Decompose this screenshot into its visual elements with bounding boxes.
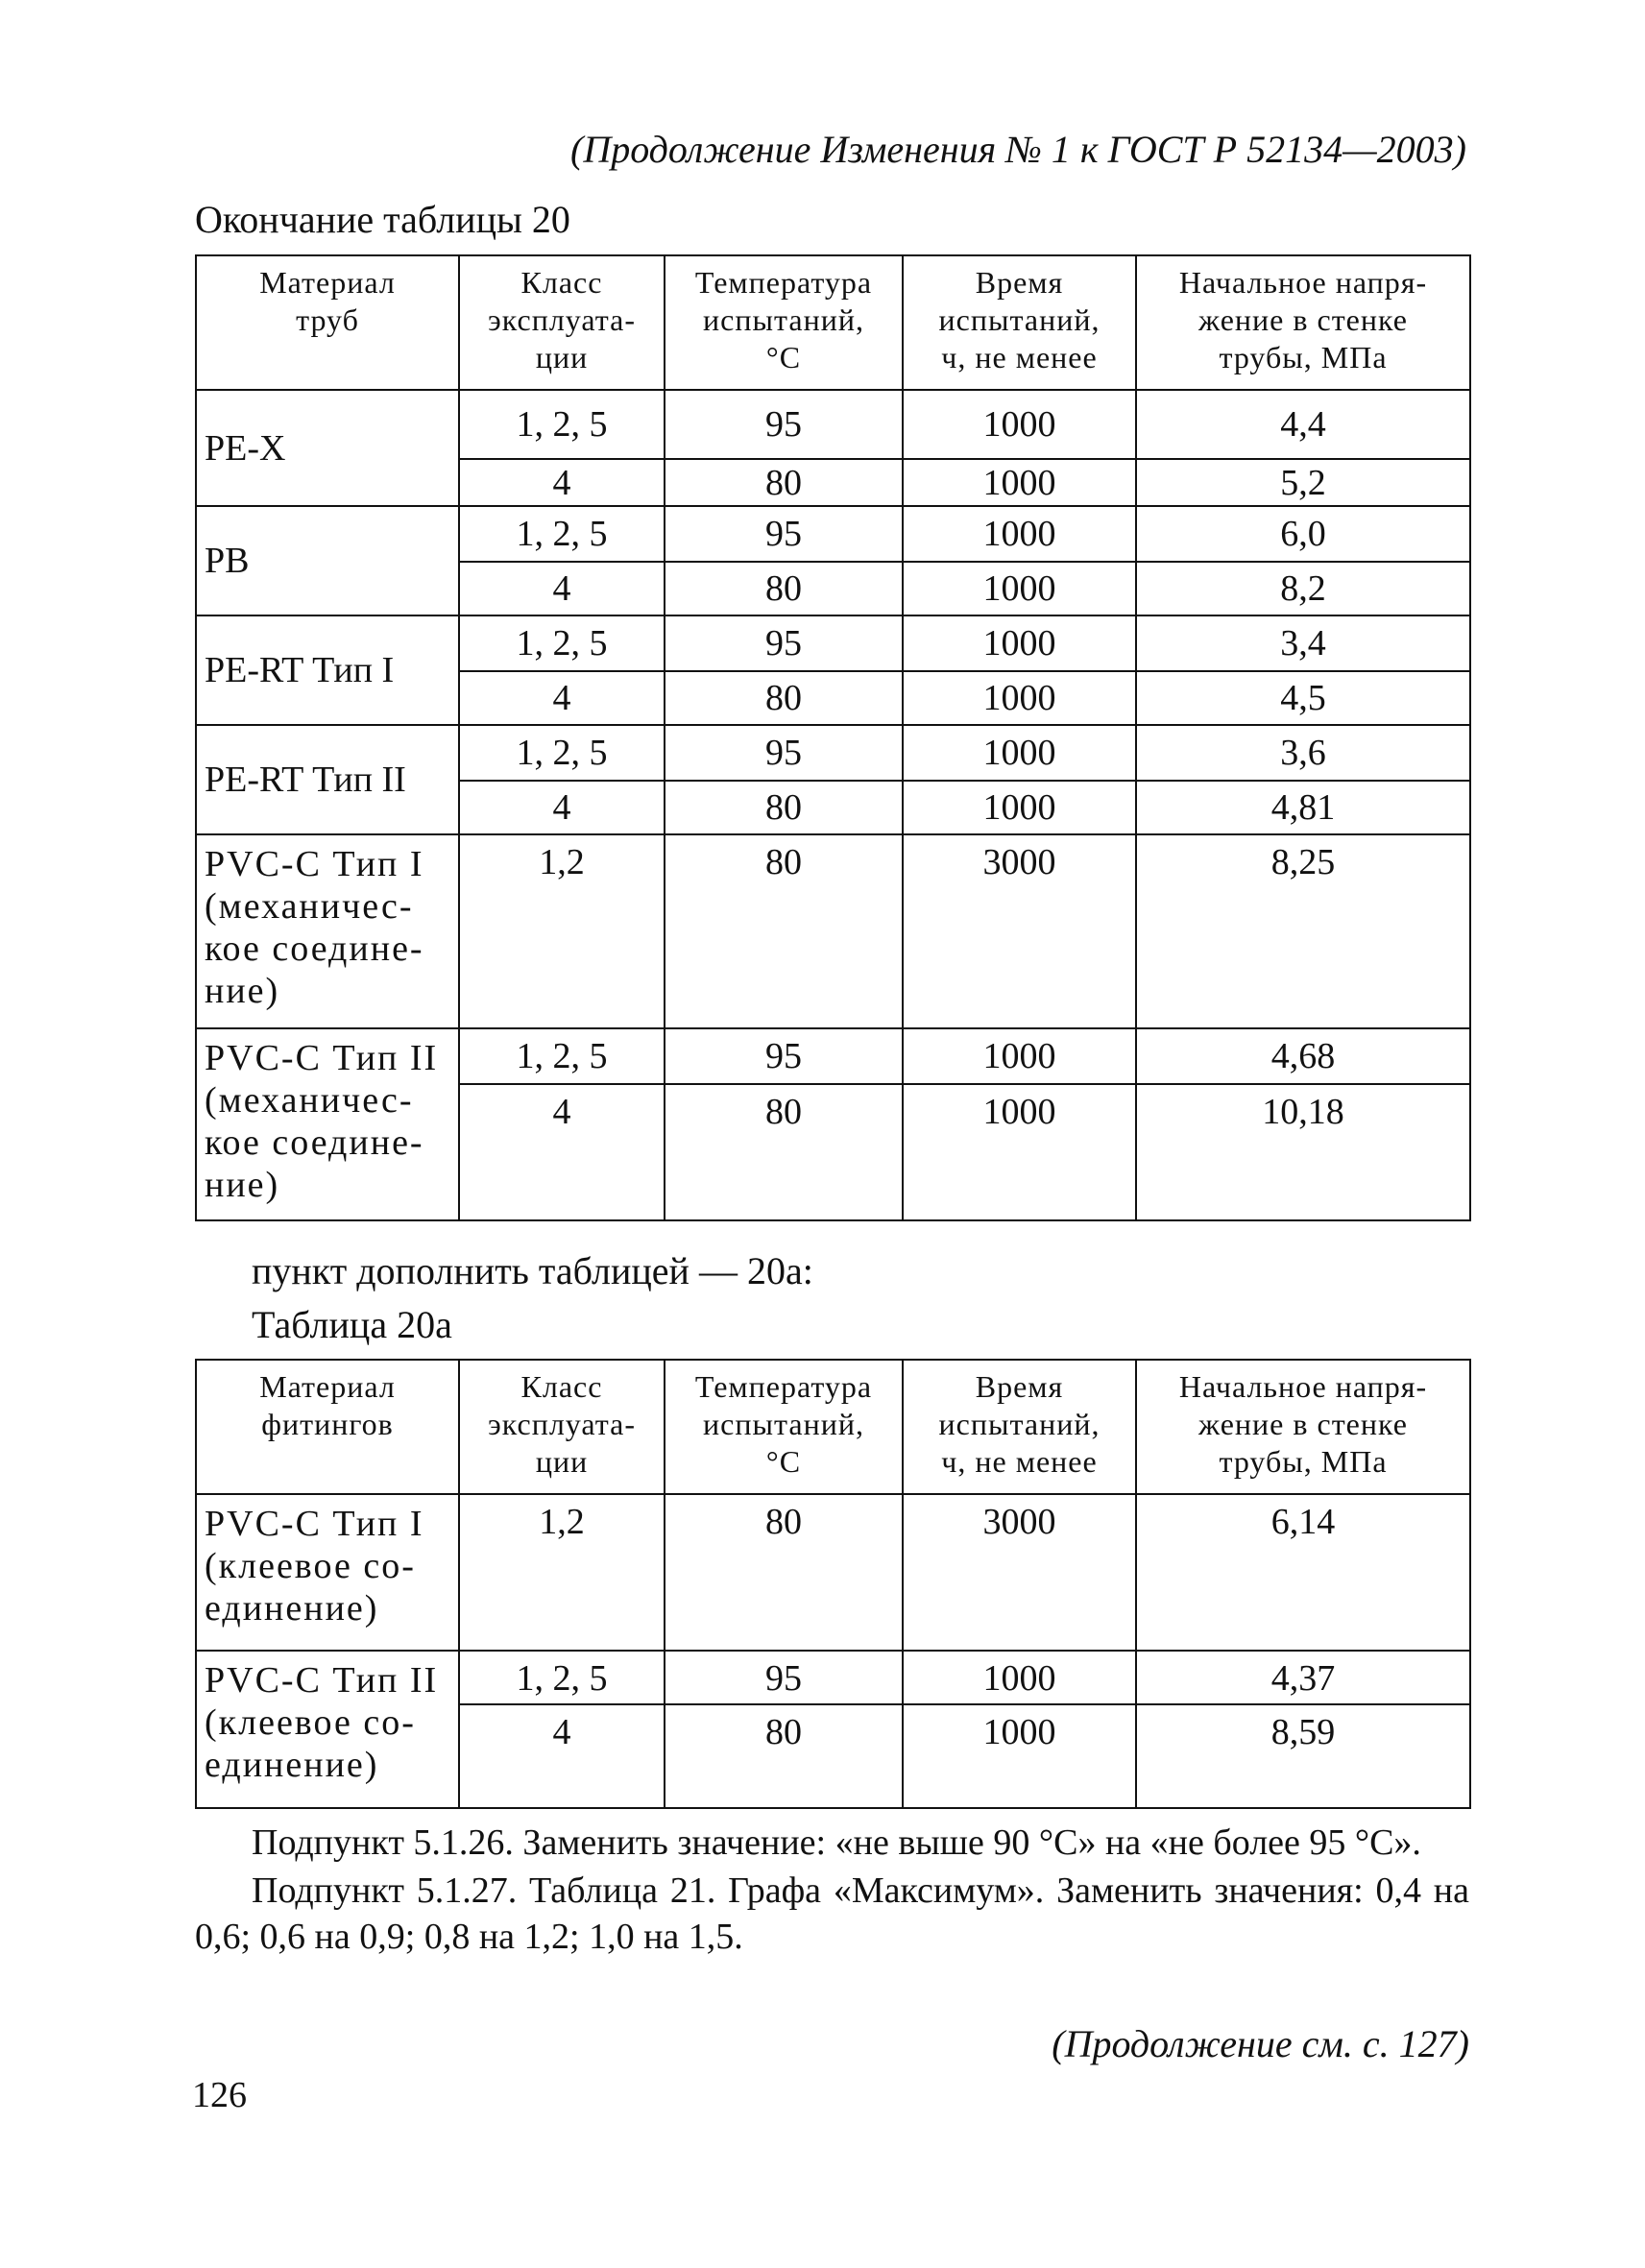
table20a-intro: пункт дополнить таблицей — 20а: [252, 1249, 813, 1292]
table20-value-cell: 3000 [903, 834, 1136, 1028]
table20-material-cell: PVC-C Тип I (механичес- кое соедине- ние) [196, 834, 459, 1028]
table20-value-cell: 1000 [903, 615, 1136, 671]
table20-value-cell: 95 [665, 390, 903, 459]
table20a-value-cell: 1000 [903, 1704, 1136, 1808]
table20-value-cell: 4,4 [1136, 390, 1470, 459]
table20-value-cell: 80 [665, 1084, 903, 1220]
table20-value-cell: 10,18 [1136, 1084, 1470, 1220]
table20-value-cell: 4 [459, 671, 665, 725]
table20a-value-cell: 8,59 [1136, 1704, 1470, 1808]
table20a-value-cell: 1,2 [459, 1494, 665, 1651]
table20a-value-cell: 1, 2, 5 [459, 1651, 665, 1704]
table20-value-cell: 95 [665, 506, 903, 562]
table20a-value-cell: 4,37 [1136, 1651, 1470, 1704]
table20-value-cell: 1, 2, 5 [459, 506, 665, 562]
table20-value-cell: 1000 [903, 781, 1136, 834]
table20-value-cell: 1000 [903, 390, 1136, 459]
table20a-header-cell: Класс эксплуата- ции [459, 1360, 665, 1494]
table20-header-cell: Начальное напря- жение в стенке трубы, МПа [1136, 255, 1470, 390]
table20-header-cell: Класс эксплуата- ции [459, 255, 665, 390]
table20-value-cell: 1000 [903, 562, 1136, 615]
table20-value-cell: 3,4 [1136, 615, 1470, 671]
running-header: (Продолжение Изменения № 1 к ГОСТ Р 52134—2003) [570, 128, 1466, 171]
table-20 [195, 254, 1471, 1221]
table20-header-row [196, 255, 1470, 390]
table20a-material-cell: PVC-C Тип I (клеевое со- единение) [196, 1494, 459, 1651]
table20-value-cell: 1000 [903, 671, 1136, 725]
table20-value-cell: 1000 [903, 725, 1136, 781]
table20-material-cell: PE-RT Тип I [196, 615, 459, 725]
table20-row [196, 615, 1470, 671]
paragraph-5-1-27: Подпункт 5.1.27. Таблица 21. Графа «Максимум». Заменить значения: 0,4 на 0,6; 0,6 на 0,9; 0,8 на 1,2; 1,0 на 1,5. [195, 1870, 1469, 1957]
table20-value-cell: 80 [665, 671, 903, 725]
table20-value-cell: 4,5 [1136, 671, 1470, 725]
table20-value-cell: 1, 2, 5 [459, 725, 665, 781]
table20a-caption: Таблица 20а [252, 1303, 452, 1346]
table20a-header-cell: Материал фитингов [196, 1360, 459, 1494]
table20a-value-cell: 80 [665, 1704, 903, 1808]
table20-value-cell: 5,2 [1136, 459, 1470, 506]
table20-value-cell: 4 [459, 562, 665, 615]
continuation-note: (Продолжение см. с. 127) [1052, 2022, 1469, 2065]
table20-value-cell: 3,6 [1136, 725, 1470, 781]
table-20a [195, 1359, 1471, 1809]
table20a-material-cell: PVC-C Тип II (клеевое со- единение) [196, 1651, 459, 1808]
table20-material-cell: PB [196, 506, 459, 615]
table20a-value-cell: 6,14 [1136, 1494, 1470, 1651]
table20a-value-cell: 95 [665, 1651, 903, 1704]
table20a-value-cell: 1000 [903, 1651, 1136, 1704]
table20-value-cell: 1000 [903, 1084, 1136, 1220]
table20-value-cell: 8,2 [1136, 562, 1470, 615]
table20a-row [196, 1494, 1470, 1651]
table20-value-cell: 80 [665, 834, 903, 1028]
table20-value-cell: 4 [459, 459, 665, 506]
table20a-row [196, 1651, 1470, 1704]
table20-row [196, 390, 1470, 459]
table20-material-cell: PE-RT Тип II [196, 725, 459, 834]
table20a-value-cell: 4 [459, 1704, 665, 1808]
table20a-header-cell: Температура испытаний, °С [665, 1360, 903, 1494]
table20-value-cell: 4 [459, 781, 665, 834]
table20-value-cell: 1, 2, 5 [459, 615, 665, 671]
page-number: 126 [192, 2075, 247, 2115]
table20-value-cell: 8,25 [1136, 834, 1470, 1028]
table20-value-cell: 6,0 [1136, 506, 1470, 562]
table20-value-cell: 4,68 [1136, 1028, 1470, 1084]
table20-header-cell: Материал труб [196, 255, 459, 390]
table20-value-cell: 95 [665, 615, 903, 671]
table20-row [196, 834, 1470, 1028]
table20-row [196, 506, 1470, 562]
table20a-header-cell: Начальное напря- жение в стенке трубы, МПа [1136, 1360, 1470, 1494]
table20-value-cell: 1000 [903, 459, 1136, 506]
table20-caption: Окончание таблицы 20 [195, 198, 570, 241]
table20-header-cell: Время испытаний, ч, не менее [903, 255, 1136, 390]
table20-value-cell: 1, 2, 5 [459, 1028, 665, 1084]
table20a-header-cell: Время испытаний, ч, не менее [903, 1360, 1136, 1494]
table20-value-cell: 95 [665, 1028, 903, 1084]
table20-value-cell: 1,2 [459, 834, 665, 1028]
table20-value-cell: 80 [665, 781, 903, 834]
table20a-header-row [196, 1360, 1470, 1494]
table20-value-cell: 4,81 [1136, 781, 1470, 834]
table20-header-cell: Температура испытаний, °С [665, 255, 903, 390]
table20a-value-cell: 80 [665, 1494, 903, 1651]
table20-material-cell: PE-X [196, 390, 459, 506]
table20-value-cell: 1000 [903, 506, 1136, 562]
table20-value-cell: 1000 [903, 1028, 1136, 1084]
table20-material-cell: PVC-C Тип II (механичес- кое соедине- ние) [196, 1028, 459, 1220]
table20-row [196, 1028, 1470, 1084]
table20-value-cell: 1, 2, 5 [459, 390, 665, 459]
body-text [195, 1820, 1469, 1960]
table20-value-cell: 95 [665, 725, 903, 781]
table20-value-cell: 4 [459, 1084, 665, 1220]
table20-value-cell: 80 [665, 459, 903, 506]
table20-value-cell: 80 [665, 562, 903, 615]
table20-row [196, 725, 1470, 781]
table20a-value-cell: 3000 [903, 1494, 1136, 1651]
paragraph-5-1-26: Подпункт 5.1.26. Заменить значение: «не выше 90 °С» на «не более 95 °С». [252, 1822, 1421, 1863]
